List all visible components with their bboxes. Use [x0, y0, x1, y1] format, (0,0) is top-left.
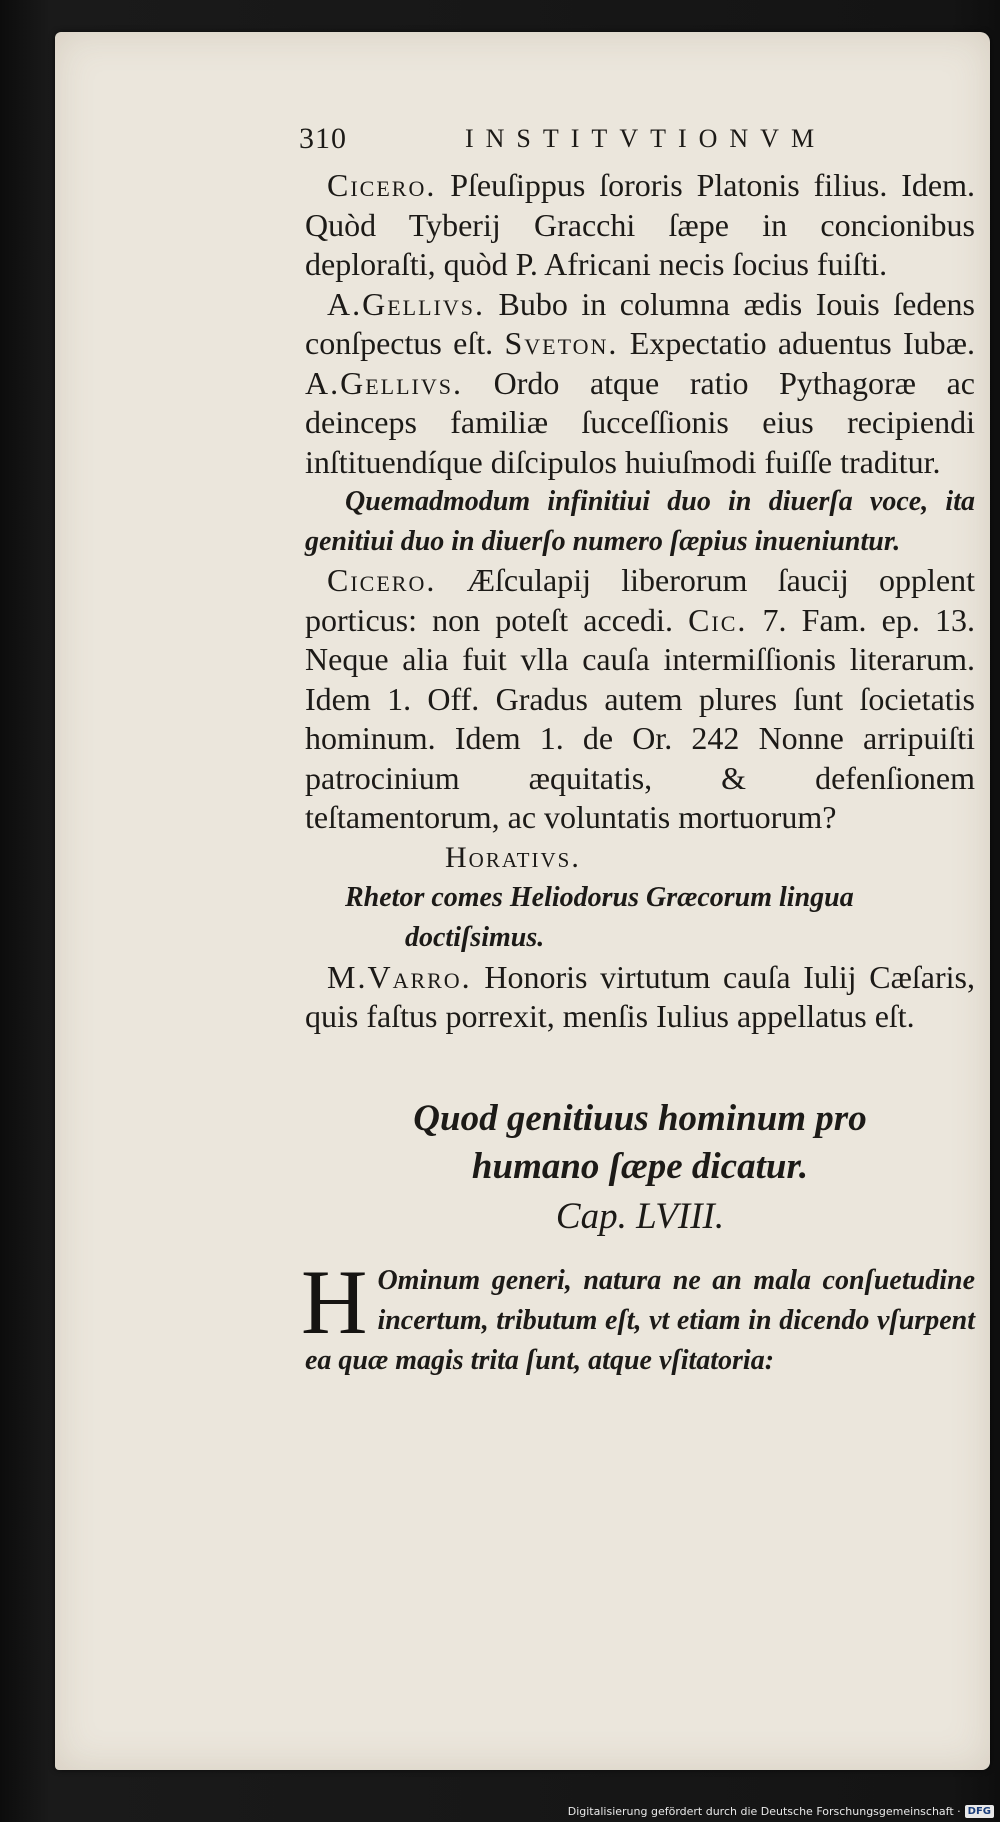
- paragraph-cicero-1: [305, 166, 975, 285]
- text-block: [299, 122, 975, 1381]
- rule-italic: Quemadmodum infinitiui duo in diuerſa voce, ita genitiui duo in diuerſo numero ſæpius inueniuntur.: [305, 486, 975, 557]
- chapter-number: Cap. LVIII.: [555, 1195, 725, 1237]
- running-head: [299, 122, 975, 166]
- author-heading-horatius: Horativs.: [445, 840, 581, 874]
- paragraph-text: Pſeuſippus ſororis Platonis filius. Idem. Quòd Tyberij Gracchi ſæpe in concionibus deploraſti, quòd P. Africani necis ſocius fuiſti.: [305, 167, 975, 282]
- paragraph-text: Honoris virtutum cauſa Iulij Cæſaris, quis faſtus porrexit, menſis Iulius appellatus eſt.: [305, 958, 975, 1034]
- chapter-title: [305, 1095, 975, 1191]
- author-name: A.Gellivs.: [327, 285, 485, 322]
- chapter-opening-paragraph: [301, 1250, 975, 1381]
- author-name: Cicero.: [327, 167, 437, 203]
- paragraph-text: Ordo atque ratio Pythagoræ ac deinceps familiæ ſucceſſionis eius recipiendi inſtituendíque diſcipulos huiuſmodi fuiſſe traditur.: [305, 364, 975, 480]
- chapter-title-line: Quod genitiuus hominum pro: [413, 1097, 867, 1139]
- page-number: 310: [299, 122, 347, 155]
- drop-cap: H: [301, 1250, 368, 1353]
- digitization-credit: [568, 1805, 994, 1818]
- book-page: [55, 32, 990, 1770]
- chapter-title-line: humano ſæpe dicatur.: [471, 1145, 809, 1187]
- paragraph-text: Bubo in columna ædis Iouis ſedens conſpectus eſt.: [305, 285, 975, 361]
- paragraph-text: Æſculapij liberorum ſaucij opplent porticus: non poteſt accedi.: [305, 562, 975, 638]
- paragraph-gellius: [305, 285, 975, 483]
- paragraph-cicero-2: [305, 561, 975, 838]
- verse-quote: [305, 878, 975, 958]
- author-name: A.Gellivs.: [305, 364, 463, 401]
- author-name: Cic.: [688, 601, 748, 638]
- author-name: Cicero.: [327, 562, 437, 598]
- verse-line: Rhetor comes Heliodorus Græcorum lingua: [345, 881, 854, 913]
- verse-line: doctiſsimus.: [405, 921, 545, 953]
- dfg-logo: DFG: [965, 1805, 994, 1818]
- author-name: Sveton.: [504, 325, 619, 361]
- paragraph-varro: [305, 958, 975, 1037]
- paragraph-text: Ominum generi, natura ne an mala conſuetudine incertum, tributum eſt, vt etiam in dicendo vſurpent ea quæ magis trita ſunt, atque vſitatoria:: [305, 1264, 975, 1376]
- credit-text: Digitalisierung gefördert durch die Deutsche Forschungsgemeinschaft ·: [567, 1805, 961, 1818]
- paragraph-text: Expectatio aduentus Iubæ.: [618, 325, 975, 361]
- running-title: INSTITVTIONVM: [465, 124, 827, 153]
- author-name: M.Varro.: [327, 958, 472, 995]
- paragraph-text: 7. Fam. ep. 13. Neque alia fuit vlla cauſa intermiſſionis literarum. Idem 1. Off. Gradus autem plures ſunt ſocietatis hominum. Idem 1. de Or. 242 Nonne arripuiſti patrocinium æquitatis, & defenſionem teſtamentorum, ac voluntatis mortuorum?: [305, 601, 975, 835]
